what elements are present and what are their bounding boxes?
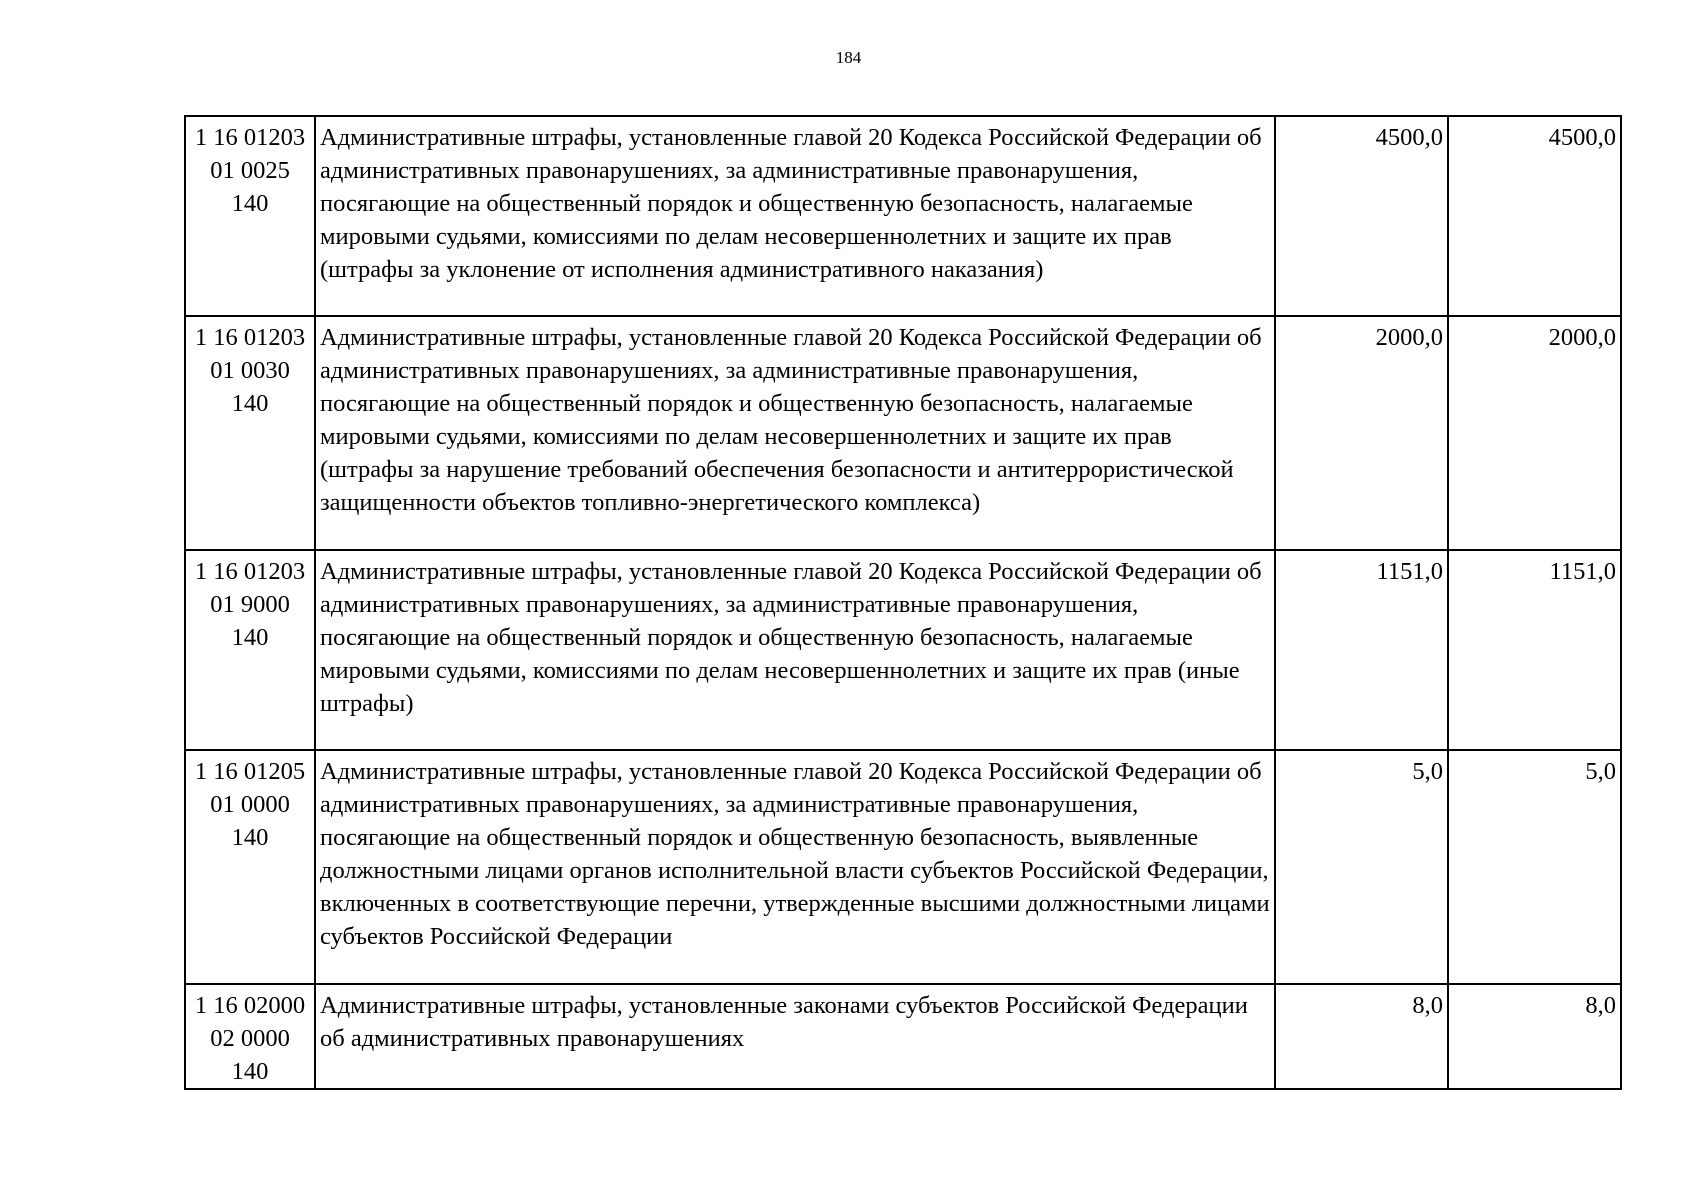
table-row <box>185 750 1621 984</box>
code-part: 1 16 01205 <box>194 758 306 785</box>
description-cell: Административные штрафы, установленные главой 20 Кодекса Российской Федерации об административных правонарушениях, за административные правонарушения, посягающие на общественный порядок и общественную безопасность, налагаемые мировыми судьями, комиссиями по делам несовершеннолетних и защите их прав (штрафы за нарушение требований обеспечения безопасности и антитеррористической защищенности объектов топливно-энергетического комплекса) <box>315 316 1275 550</box>
amount-cell-2: 4500,0 <box>1448 116 1621 316</box>
budget-table <box>184 115 1622 1090</box>
amount-cell-2: 5,0 <box>1448 750 1621 984</box>
budget-code-cell <box>185 550 315 750</box>
amount-cell-1: 1151,0 <box>1275 550 1448 750</box>
description-cell: Административные штрафы, установленные главой 20 Кодекса Российской Федерации об административных правонарушениях, за административные правонарушения, посягающие на общественный порядок и общественную безопасность, выявленные должностными лицами органов исполнительной власти субъектов Российской Федерации, включенных в соответствующие перечни, утвержденные высшими должностными лицами субъектов Российской Федерации <box>315 750 1275 984</box>
code-part: 1 16 01203 <box>194 324 306 351</box>
code-part: 02 0000 <box>210 1025 290 1052</box>
amount-cell-1: 8,0 <box>1275 984 1448 1089</box>
code-part: 1 16 01203 <box>194 124 306 151</box>
code-part: 1 16 01203 <box>194 558 306 585</box>
table-row <box>185 116 1621 316</box>
page-number: 184 <box>835 48 862 67</box>
code-part: 140 <box>231 190 269 217</box>
amount-cell-2: 2000,0 <box>1448 316 1621 550</box>
code-part: 140 <box>231 390 269 417</box>
description-cell: Административные штрафы, установленные законами субъектов Российской Федерации об административных правонарушениях <box>315 984 1275 1089</box>
amount-cell-1: 5,0 <box>1275 750 1448 984</box>
code-part: 140 <box>231 824 269 851</box>
code-part: 01 0030 <box>210 357 290 384</box>
budget-code-cell <box>185 750 315 984</box>
description-cell: Административные штрафы, установленные главой 20 Кодекса Российской Федерации об административных правонарушениях, за административные правонарушения, посягающие на общественный порядок и общественную безопасность, налагаемые мировыми судьями, комиссиями по делам несовершеннолетних и защите их прав (иные штрафы) <box>315 550 1275 750</box>
table-row <box>185 984 1621 1089</box>
amount-cell-2: 1151,0 <box>1448 550 1621 750</box>
code-part: 140 <box>231 624 269 651</box>
amount-cell-2: 8,0 <box>1448 984 1621 1089</box>
table-row <box>185 316 1621 550</box>
code-part: 140 <box>231 1058 269 1085</box>
code-part: 01 0000 <box>210 791 290 818</box>
budget-code-cell <box>185 316 315 550</box>
budget-code-cell <box>185 116 315 316</box>
code-part: 1 16 02000 <box>194 992 306 1019</box>
code-part: 01 9000 <box>210 591 290 618</box>
description-cell: Административные штрафы, установленные главой 20 Кодекса Российской Федерации об административных правонарушениях, за административные правонарушения, посягающие на общественный порядок и общественную безопасность, налагаемые мировыми судьями, комиссиями по делам несовершеннолетних и защите их прав (штрафы за уклонение от исполнения административного наказания) <box>315 116 1275 316</box>
amount-cell-1: 4500,0 <box>1275 116 1448 316</box>
amount-cell-1: 2000,0 <box>1275 316 1448 550</box>
code-part: 01 0025 <box>210 157 290 184</box>
budget-code-cell <box>185 984 315 1089</box>
table-row <box>185 550 1621 750</box>
